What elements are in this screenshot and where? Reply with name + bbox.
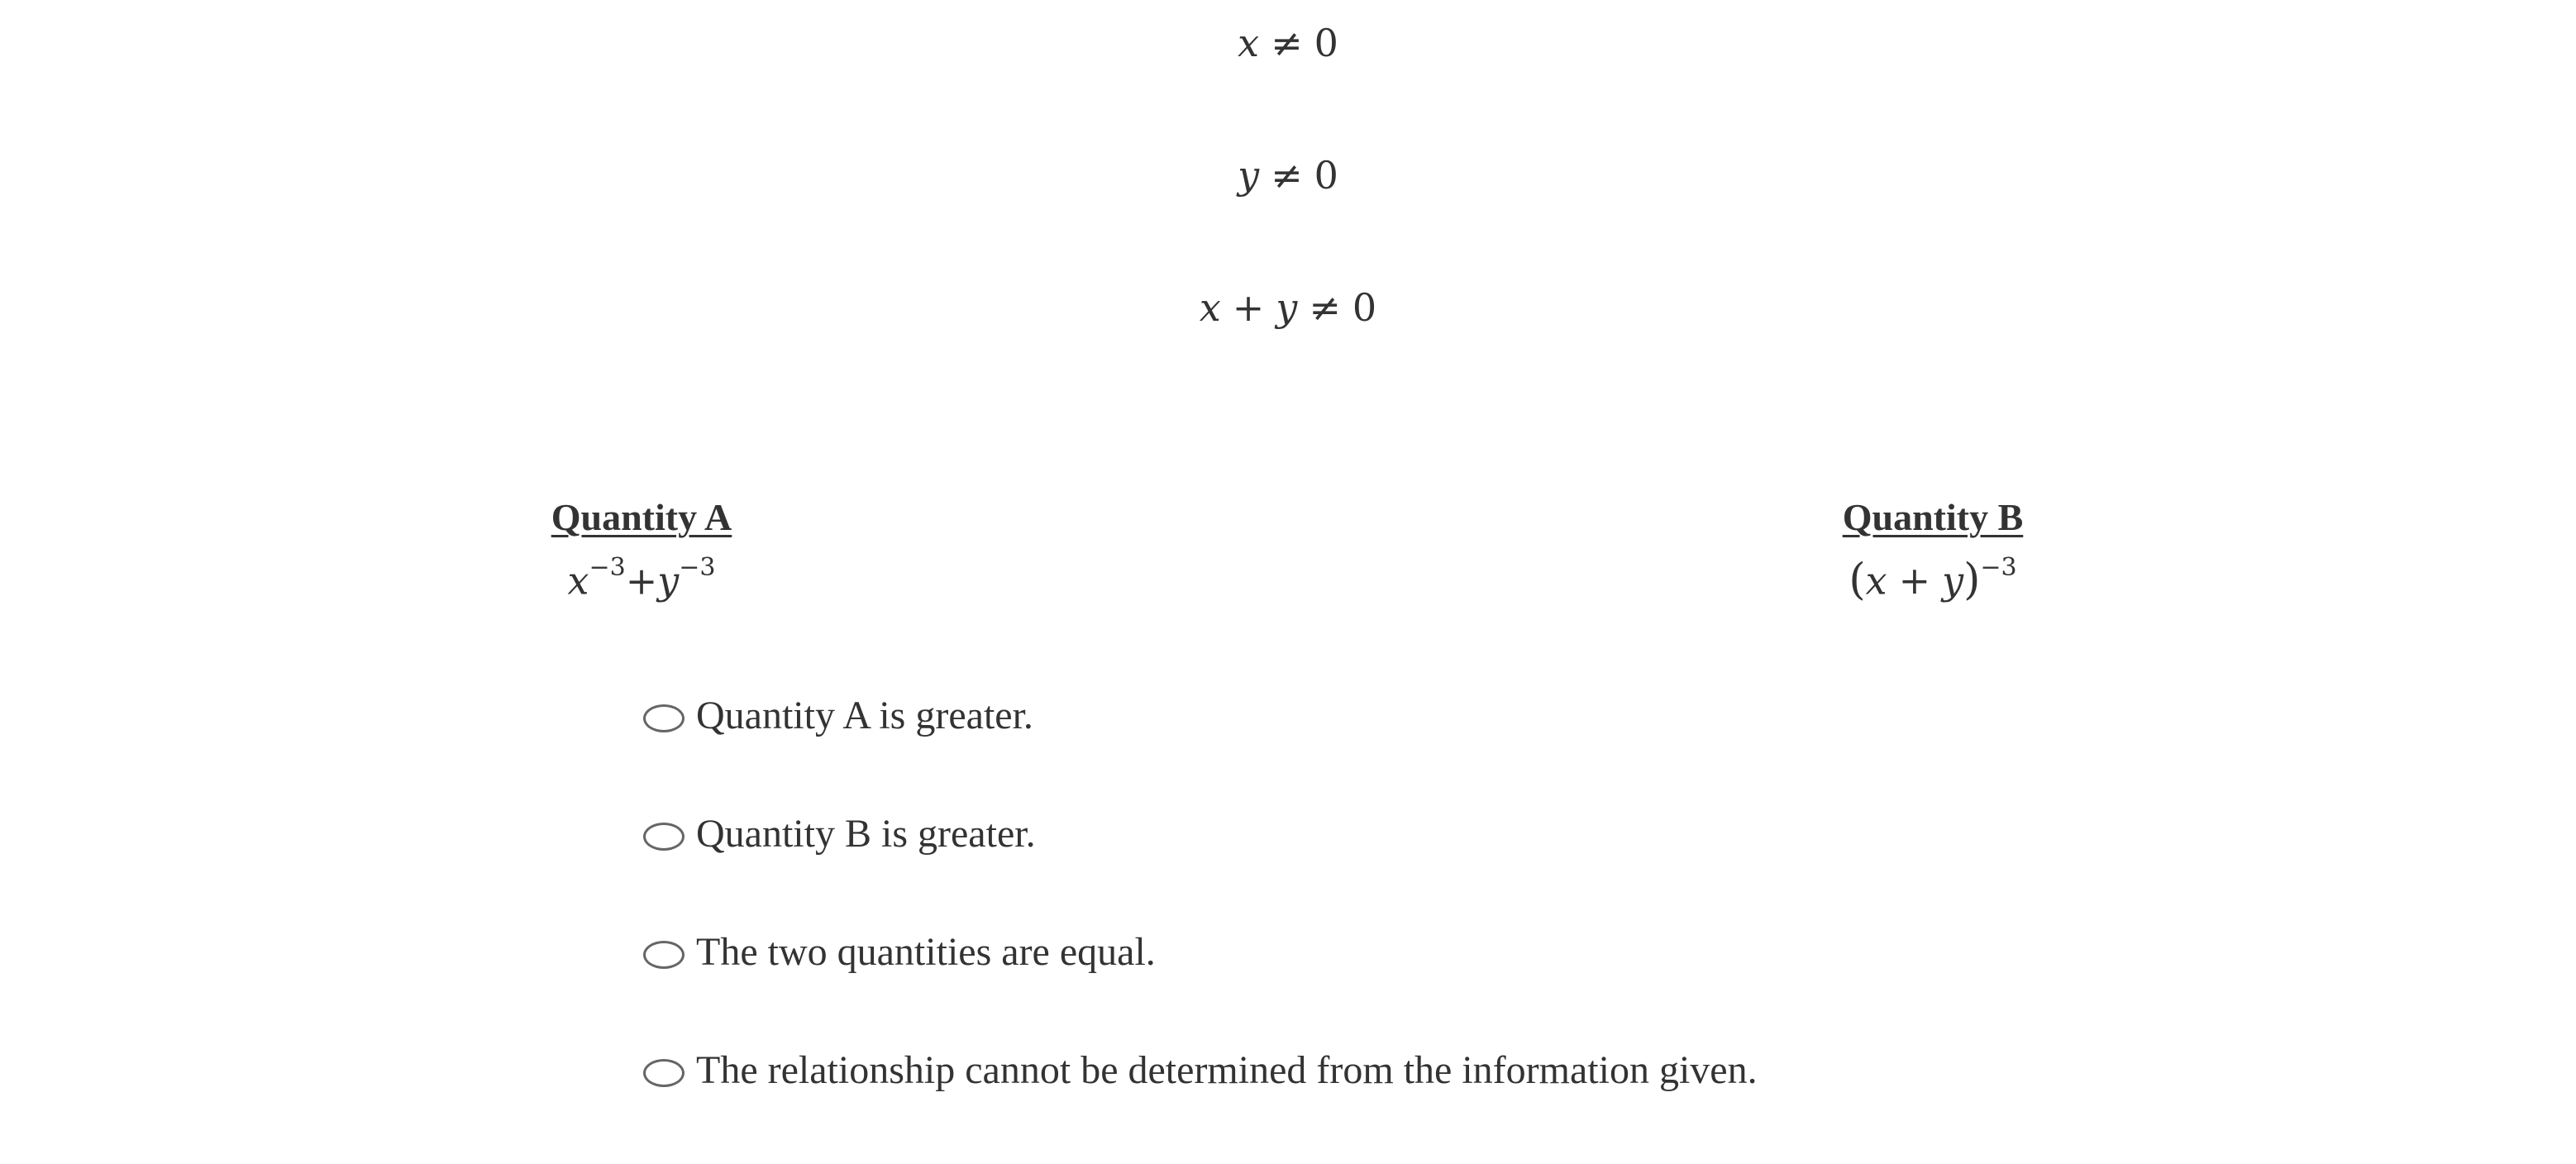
quantity-a-column [534, 493, 749, 611]
quantity-b-expression [1817, 542, 2049, 611]
quantity-a-expression [534, 542, 749, 611]
condition-x-nonzero [0, 18, 2576, 68]
quantity-a-exponent-y: −3 [679, 553, 716, 582]
answer-choices [643, 691, 1758, 1164]
quantity-b-exponent: −3 [1980, 553, 2017, 582]
not-equal-sign: ≠ [1271, 153, 1303, 198]
quantity-a-exponent-x: −3 [589, 553, 626, 582]
quantity-a-base-y: y [657, 558, 680, 603]
choice-label[interactable]: Quantity A is greater. [696, 694, 1033, 737]
choice-label[interactable]: Quantity B is greater. [696, 812, 1036, 856]
quantity-a-plus: + [625, 558, 658, 603]
quantity-b-heading: Quantity B [1842, 496, 2024, 538]
quantity-a-base-x: x [567, 558, 589, 603]
plus-sign: + [1232, 285, 1265, 330]
quantity-a-heading: Quantity A [551, 496, 732, 538]
choice-label[interactable]: The two quantities are equal. [696, 930, 1156, 974]
condition-sum-nonzero [0, 283, 2576, 332]
not-equal-sign: ≠ [1309, 285, 1341, 330]
condition-rhs: 0 [1314, 153, 1338, 198]
choice-a-greater[interactable] [643, 691, 1758, 741]
condition-y-nonzero [0, 150, 2576, 200]
radio-button[interactable] [643, 704, 685, 732]
choice-equal[interactable] [643, 928, 1758, 977]
not-equal-sign: ≠ [1271, 21, 1303, 65]
radio-button[interactable] [643, 1059, 685, 1087]
quantity-b-var-y: y [1942, 558, 1964, 603]
choice-b-greater[interactable] [643, 809, 1758, 859]
choice-cannot-determine[interactable] [643, 1046, 1758, 1095]
radio-button[interactable] [643, 823, 685, 851]
right-paren: ) [1963, 555, 1981, 605]
quantity-b-column [1817, 493, 2049, 611]
quantity-b-var-x: x [1865, 558, 1887, 603]
condition-var: y [1238, 153, 1260, 198]
condition-var-y: y [1276, 285, 1298, 330]
condition-rhs: 0 [1352, 285, 1377, 330]
radio-button[interactable] [643, 941, 685, 969]
condition-var-x: x [1199, 285, 1221, 330]
condition-var: x [1238, 21, 1260, 65]
left-paren: ( [1849, 555, 1866, 605]
choice-label[interactable]: The relationship cannot be determined from the information given. [696, 1048, 1758, 1092]
quantity-b-plus: + [1898, 558, 1931, 603]
condition-rhs: 0 [1314, 21, 1338, 65]
